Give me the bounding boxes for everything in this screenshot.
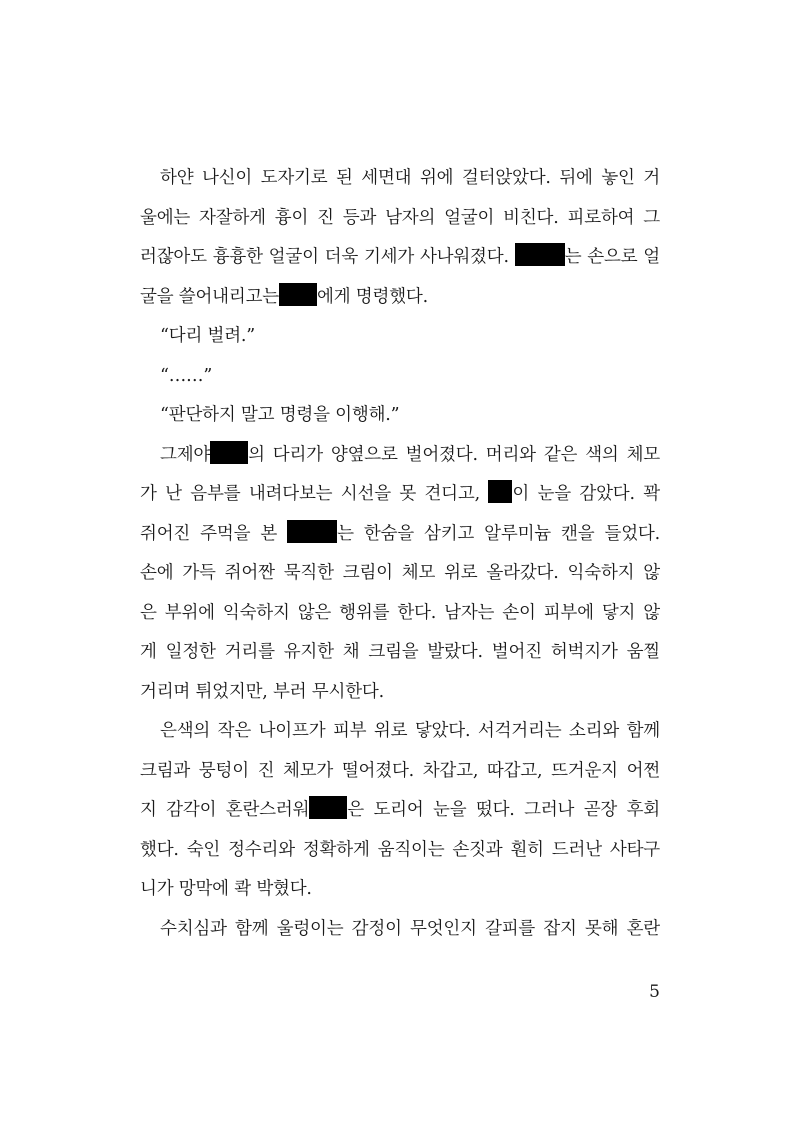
dialogue-line: “……”: [160, 365, 213, 386]
text-line: 거리며 튀었지만, 부러 무시한다.: [140, 681, 384, 702]
text-line: 쥐어진 주먹을 본 는 한숨을 삼키고 알루미늄 캔을 들었다.: [140, 515, 660, 555]
text-line: 가 난 음부를 내려다보는 시선을 못 견디고, 이 눈을 감았다. 꽉: [140, 475, 660, 515]
redaction-box: [488, 480, 512, 503]
dialogue-line: “판단하지 말고 명령을 이행해.”: [160, 405, 400, 425]
redaction-box: [515, 243, 565, 266]
text-line: 했다. 숙인 정수리와 정확하게 움직이는 손짓과 훤히 드러난 사타구: [140, 839, 660, 860]
text-line: 지 감각이 혼란스러워 은 도리어 눈을 떴다. 그러나 곧장 후회: [140, 791, 660, 831]
text-line: 게 일정한 거리를 유지한 채 크림을 발랐다. 벌어진 허벅지가 움찔: [140, 642, 660, 662]
text-line: 하얀 나신이 도자기로 된 세면대 위에 걸터앉았다. 뒤에 놓인 거: [160, 168, 660, 188]
redaction-box: [309, 796, 347, 819]
text-line: 울에는 자잘하게 흉이 진 등과 남자의 얼굴이 비친다. 피로하여 그: [140, 207, 660, 228]
text-line: 수치심과 함께 울렁이는 감정이 무엇인지 갈피를 잡지 못해 혼란: [160, 918, 660, 939]
dialogue-line: “다리 벌려.”: [160, 326, 256, 346]
text-line: 은색의 작은 나이프가 피부 위로 닿았다. 서걱거리는 소리와 함께: [160, 721, 660, 741]
redaction-box: [279, 283, 317, 306]
redaction-box: [287, 520, 337, 543]
body-text: [140, 159, 660, 949]
text-line: 그제야 의 다리가 양옆으로 벌어졌다. 머리와 같은 색의 체모: [140, 436, 660, 476]
text-line: 손에 가득 쥐어짠 묵직한 크림이 체모 위로 올라갔다. 익숙하지 않: [140, 563, 660, 583]
text-line: 굴을 쓸어내리고는 에게 명령했다.: [140, 278, 660, 318]
text-line: 은 부위에 익숙하지 않은 행위를 한다. 남자는 손이 피부에 닿지 않: [140, 602, 660, 623]
text-line: 니가 망막에 콱 박혔다.: [140, 879, 312, 899]
page-number: 5: [649, 982, 660, 1002]
text-line: 크림과 뭉텅이 진 체모가 떨어졌다. 차갑고, 따갑고, 뜨거운지 어쩐: [140, 760, 660, 781]
redaction-box: [210, 441, 248, 464]
text-line: 러잖아도 흉흉한 얼굴이 더욱 기세가 사나워졌다. 는 손으로 얼: [140, 238, 660, 278]
